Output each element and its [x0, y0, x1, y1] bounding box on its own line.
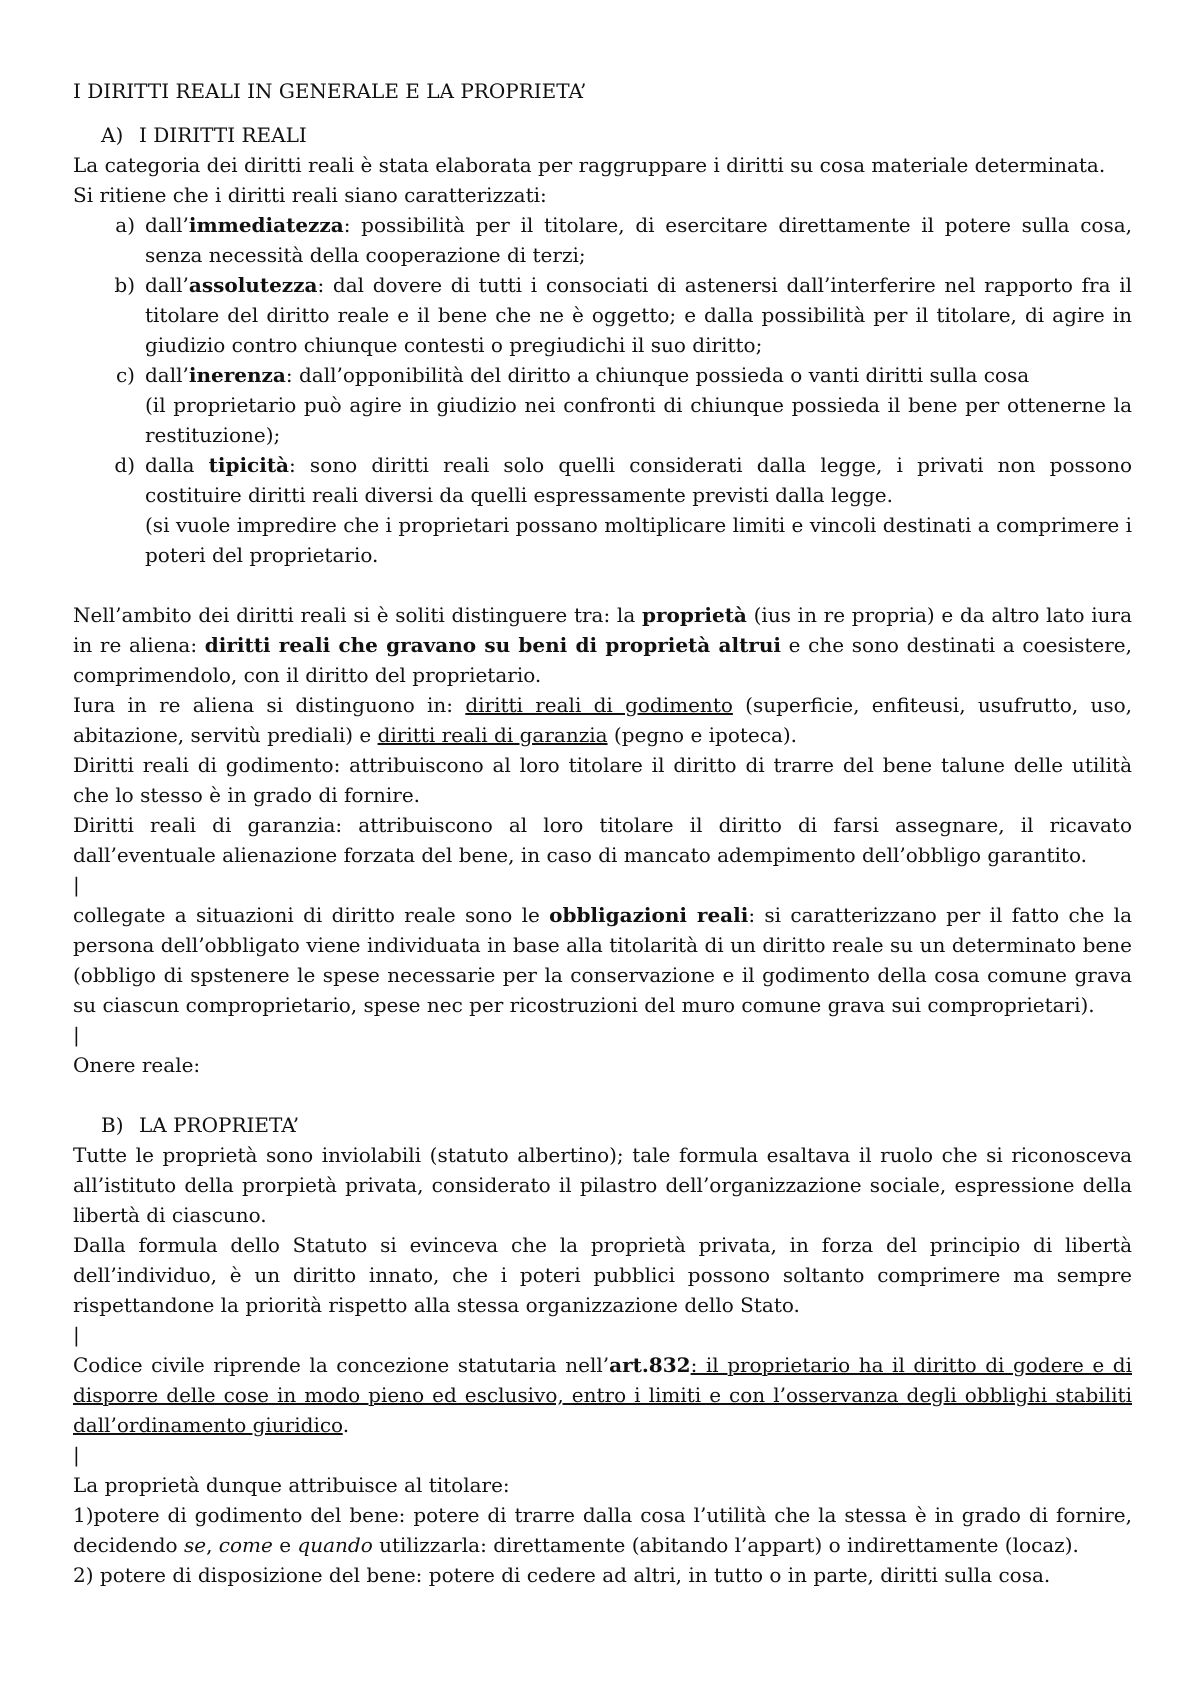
section-b-label: B) [101, 1113, 124, 1137]
paragraph-potere-disposizione: 2) potere di disposizione del bene: potere di cedere ad altri, in tutto o in parte, diritti sulla cosa. [73, 1563, 1051, 1587]
paragraph-ambito: Nell’ambito dei diritti reali si è soliti distinguere tra: la proprietà (ius in re propria) e da altro lato iura in re aliena: diritti reali che gravano su beni di proprietà altrui e che sono destinati a coesistere, comprimendolo, con il diritto del proprietario. [73, 603, 1132, 687]
list-item-body [145, 210, 1132, 270]
list-item-text: : possibilità per il titolare, di esercitare direttamente il potere sulla cosa, senza necessità della cooperazione di terzi; [145, 213, 1132, 267]
list-item-prefix: dall’ [145, 213, 189, 237]
list-item-keyword: assolutezza [188, 273, 318, 297]
list-item-body [145, 450, 1132, 570]
section-a-heading [73, 120, 1132, 150]
section-b-title: LA PROPRIETA’ [139, 1113, 300, 1137]
list-item-b [73, 270, 1132, 360]
list-item-keyword: tipicità [208, 453, 290, 477]
blank-line [73, 570, 1132, 600]
text-cursor-mark [73, 1440, 1132, 1470]
section-a-title: I DIRITTI REALI [139, 123, 307, 147]
section-b-heading [73, 1110, 1132, 1140]
document-title: I DIRITTI REALI IN GENERALE E LA PROPRIETA’ [73, 79, 587, 103]
list-item-d [73, 450, 1132, 570]
section-a-label: A) [101, 123, 124, 147]
list-item-keyword: inerenza [188, 363, 286, 387]
list-item-body [145, 270, 1132, 360]
list-item-a [73, 210, 1132, 270]
section-a-intro-2: Si ritiene che i diritti reali siano caratterizzati: [73, 183, 547, 207]
list-item-prefix: dall’ [145, 273, 189, 297]
list-item-keyword: immediatezza [188, 213, 344, 237]
paragraph-attribuisce: La proprietà dunque attribuisce al titolare: [73, 1473, 510, 1497]
paragraph-potere-godimento: 1)potere di godimento del bene: potere di trarre dalla cosa l’utilità che la stessa è in grado di fornire, decidendo se, come e quando utilizzarla: direttamente (abitando l’appart) o indirettamente (locaz). [73, 1503, 1132, 1557]
list-item-prefix: dalla [145, 453, 209, 477]
list-item-c [73, 360, 1132, 450]
list-item-text: : dal dovere di tutti i consociati di astenersi dall’interferire nel rapporto fra il titolare del diritto reale e il bene che ne è oggetto; e dalla possibilità per il titolare, di agire in giudizio contro chiunque contesti o pregiudichi il suo diritto; [145, 273, 1132, 357]
blank-line [73, 1080, 1132, 1110]
paragraph-tutte: Tutte le proprietà sono inviolabili (statuto albertino); tale formula esaltava il ruolo che si riconosceva all’istituto della prorpietà privata, considerato il pilastro dell’organizzazione sociale, espressione della libertà di ciascuno. [73, 1143, 1132, 1227]
list-marker: a) [115, 213, 135, 237]
list-item-text: : dall’opponibilità del diritto a chiunque possieda o vanti diritti sulla cosa [285, 363, 1030, 387]
paragraph-dalla: Dalla formula dello Statuto si evinceva che la proprietà privata, in forza del principio di libertà dell’individuo, è un diritto innato, che i poteri pubblici possono soltanto comprimere ma sempre rispettandone la priorità rispetto alla stessa organizzazione dello Stato. [73, 1233, 1132, 1317]
list-item-note: (il proprietario può agire in giudizio nei confronti di chiunque possieda il bene per ottenerne la restituzione); [145, 393, 1132, 447]
list-marker: d) [114, 453, 135, 477]
list-item-note: (si vuole impredire che i proprietari possano moltiplicare limiti e vincoli destinati a comprimere i poteri del proprietario. [145, 513, 1132, 567]
paragraph-codice: Codice civile riprende la concezione statutaria nell’art.832: il proprietario ha il diritto di godere e di disporre delle cose in modo pieno ed esclusivo, entro i limiti e con l’osservanza degli obblighi stabiliti dall’ordinamento giuridico. [73, 1353, 1132, 1437]
text-cursor-mark [73, 1320, 1132, 1350]
list-item-text: : sono diritti reali solo quelli considerati dalla legge, i privati non possono costituire diritti reali diversi da quelli espressamente previsti dalla legge. [145, 453, 1132, 507]
paragraph-iura: Iura in re aliena si distinguono in: diritti reali di godimento (superficie, enfiteusi, usufrutto, uso, abitazione, servitù prediali) e diritti reali di garanzia (pegno e ipoteca). [73, 693, 1132, 747]
text-cursor-mark [73, 1020, 1132, 1050]
list-item-body [145, 360, 1132, 450]
section-a-intro-1: La categoria dei diritti reali è stata elaborata per raggruppare i diritti su cosa materiale determinata. [73, 153, 1106, 177]
list-marker: b) [114, 273, 135, 297]
paragraph-garanzia: Diritti reali di garanzia: attribuiscono al loro titolare il diritto di farsi assegnare, il ricavato dall’eventuale alienazione forzata del bene, in caso di mancato adempimento dell’obbligo garantito. [73, 813, 1132, 867]
list-item-prefix: dall’ [145, 363, 189, 387]
paragraph-godimento: Diritti reali di godimento: attribuiscono al loro titolare il diritto di trarre del bene talune delle utilità che lo stesso è in grado di fornire. [73, 753, 1132, 807]
paragraph-onere: Onere reale: [73, 1053, 201, 1077]
text-cursor-mark [73, 870, 1132, 900]
list-marker: c) [115, 363, 135, 387]
paragraph-obbligazioni: collegate a situazioni di diritto reale sono le obbligazioni reali: si caratterizzano per il fatto che la persona dell’obbligato viene individuata in base alla titolarità di un diritto reale su un determinato bene (obbligo di spstenere le spese necessarie per la conservazione e il godimento della cosa comune grava su ciascun comproprietario, spese nec per ricostruzioni del muro comune grava sui comproprietari). [73, 903, 1132, 1017]
